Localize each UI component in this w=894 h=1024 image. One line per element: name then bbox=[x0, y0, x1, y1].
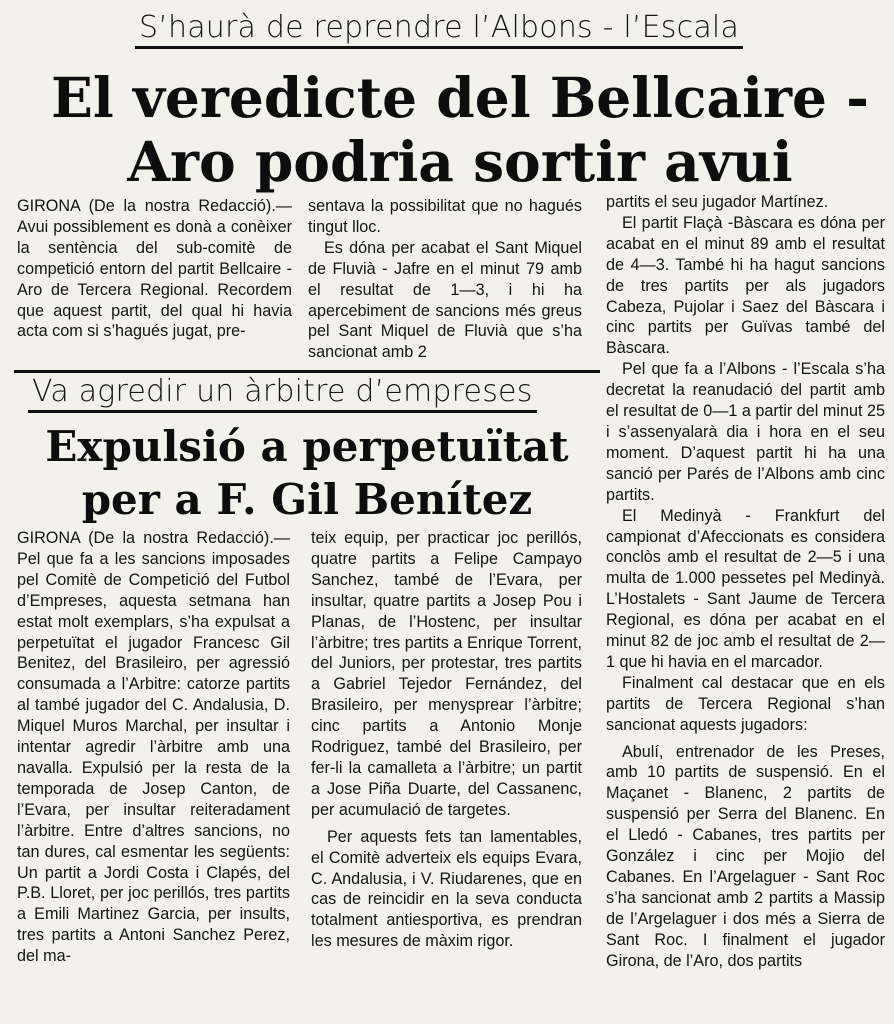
paragraph: El Medinyà - Frankfurt del campionat d’Afeccionats es considera conclòs amb el resultat de 2—5 i una multa de 1.000 pessetes pel Medinyà. L’Hostalets - Sant Jaume de Tercera Regional, es dóna per acabat en el minut 82 de joc amb el resultat de 2—1 que hi havia en el marcador. bbox=[606, 506, 885, 671]
right-column bbox=[606, 192, 885, 1024]
paragraph: Abulí, entrenador de les Preses, amb 10 partits de suspensió. En el Maçanet - Blanenc, 2 partits de suspensió per Serra del Blanenc. En el Lledó - Cabanes, tres partits per González i cinc per Mojio del Cabanes. En l’Argelaguer - Sant Roc s’ha sancionat amb 2 partits a Massip de l’Argelaguer i dos més a Sierra de Sant Roc. I finalment el jugador Girona, de l’Aro, dos partits bbox=[606, 742, 885, 970]
section-divider bbox=[14, 370, 600, 373]
paragraph: Per aquests fets tan lamentables, el Comitè adverteix els equips Evara, C. Andalusia, i V. Riudarenes, que en cas de reincidir en la seva conducta totalment antiesportiva, es prendran les mesures de màxim rigor. bbox=[311, 827, 582, 951]
article1-headline bbox=[20, 66, 894, 194]
article2-headline bbox=[14, 420, 600, 526]
paragraph: GIRONA (De la nostra Redacció).— Pel que fa a les sancions imposades pel Comitè de Competició del Futbol d’Empreses, aquesta setmana han estat molt exemplars, s’ha expulsat a perpetuïtat el jugador Francesc Gil Benitez, del Brasileiro, per agressió consumada a l’Arbitre: catorze partits al també jugador del C. Andalusia, D. Miquel Muros Marchal, per insultar i intentar agredir l’àrbitre amb una navalla. Expulsió per la resta de la temporada de Josep Canton, de l’Evara, per insultar reiteradament l’àrbitre. Entre d’altres sancions, no tan dures, cal esmentar les següents: Un partit a Jordi Costa i Clapés, del P.B. Lloret, per joc perillós, tres partits a Emili Martinez Garcia, per insults, tres partits a Antoni Sanchez Perez, del ma- bbox=[17, 529, 290, 966]
article1-kicker: S’haurà de reprendre l’Albons - l’Escala bbox=[135, 11, 743, 49]
paragraph: sentava la possibilitat que no hagués tingut lloc. bbox=[308, 197, 582, 236]
paragraph: teix equip, per practicar joc perillós, quatre partits a Felipe Campayo Sanchez, també de l’Evara, per insultar, quatre partits a Josep Pou i Planas, de l’Hostenc, per insultar l’àrbitre; tres partits a Enrique Torrent, del Juniors, per protestar, tres partits a Gabriel Tejedor Fernández, del Brasileiro, per menysprear l’àrbitre; cinc partits a Antonio Monje Rodriguez, també del Brasileiro, per fer-li la camalleta a l’àrbitre; un partit a Jose Piña Duarte, del Cassanenc, per acumulació de targetes. bbox=[311, 529, 582, 819]
article1-headline-line: El veredicte del Bellcaire - bbox=[51, 65, 869, 130]
paragraph: El partit Flaçà -Bàscara es dóna per acabat en el minut 89 amb el resultat de 4—3. També hi ha hagut sancions de tres partits per als jugadors Cabeza, Pujolar i Saez del Bàscara i cinc partits per Guïvas també del Bàscara. bbox=[606, 213, 885, 358]
article1-column-1 bbox=[17, 196, 292, 364]
paragraph: Finalment cal destacar que en els partits de Tercera Regional s’han sancionat aquests jugadors: bbox=[606, 673, 885, 734]
article2-column-1 bbox=[17, 528, 290, 1024]
article2-headline-line: Expulsió a perpetuïtat bbox=[45, 422, 569, 471]
article2-headline-line: per a F. Gil Benítez bbox=[81, 475, 533, 524]
paragraph: GIRONA (De la nostra Redacció).— Avui possiblement es donà a conèixer la sentència del sub-comitè de competició entorn del partit Bellcaire - Aro de Tercera Regional. Recordem que aquest partit, del qual hi havia acta com si s’hagués jugat, pre- bbox=[17, 197, 292, 341]
article1-headline-line: Aro podria sortir avui bbox=[127, 129, 793, 194]
article2-kicker: Va agredir un àrbitre d’empreses bbox=[28, 375, 537, 413]
article1-column-2 bbox=[308, 196, 582, 364]
paragraph: Es dóna per acabat el Sant Miquel de Fluvià - Jafre en el minut 79 amb el resultat de 1—3, i hi ha apercebiment de sancions més greus pel Sant Miquel de Fluvià que s’ha sancionat amb 2 bbox=[308, 238, 582, 362]
paragraph: partits el seu jugador Martínez. bbox=[606, 193, 829, 211]
article2-column-2 bbox=[311, 528, 582, 1024]
paragraph: Pel que fa a l’Albons - l’Escala s’ha decretat la reanudació del partit amb el resultat de 0—1 a partir del minut 25 i s’assenyalarà dia i hora en el seu moment. D’aquest partit hi ha una sanció per Parés de l’Albons amb cinc partits. bbox=[606, 360, 885, 504]
